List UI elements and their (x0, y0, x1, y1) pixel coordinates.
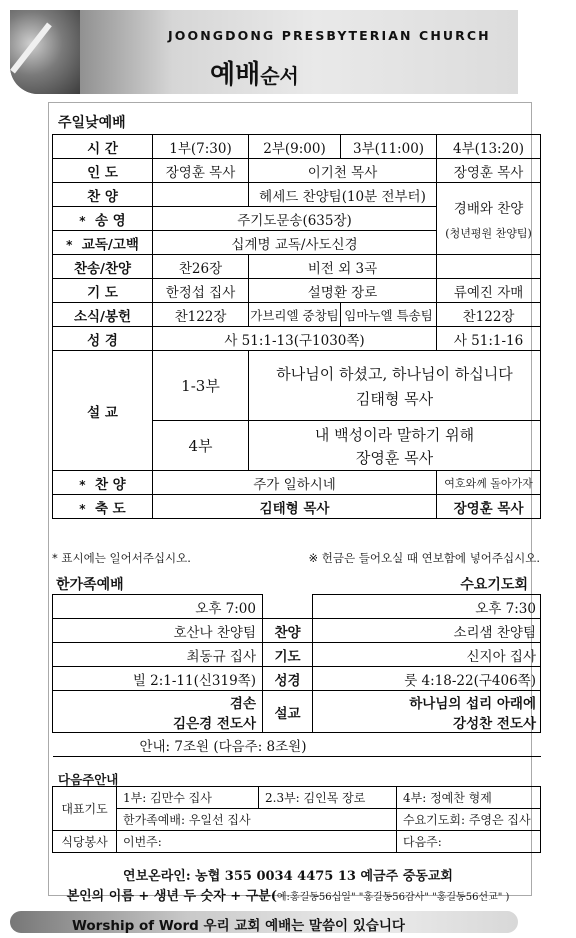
empty-cell (313, 733, 541, 757)
sermon-cell (249, 351, 541, 421)
row-label: 찬 양 (53, 183, 153, 207)
church-name: JOONGDONG PRESBYTERIAN CHURCH (168, 28, 491, 43)
scripture-cell: 사 51:1-13(구1030쪽) (153, 327, 437, 351)
scripture-cell: 사 51:1-16 (437, 327, 541, 351)
hymn2-cell: 주가 일하시네 (153, 471, 437, 495)
meal-this-week: 이번주: (117, 831, 397, 853)
family-sermon-preacher: 김은경 전도사 (173, 715, 256, 732)
family-time: 오후 7:00 (53, 595, 263, 619)
row-label: 성 경 (53, 327, 153, 351)
table-row (53, 733, 541, 757)
special-cell: 임마누엘 특송팀 (341, 303, 437, 327)
table-row (53, 279, 541, 303)
prayer-assign: 1부: 김만수 집사 (117, 787, 259, 809)
standing-mark: * (66, 237, 73, 252)
title-sub: 순서 (260, 64, 299, 88)
table-row (53, 159, 541, 183)
sunday-section-title: 주일낮예배 (58, 115, 126, 131)
table-row (53, 495, 541, 519)
meal-next-week: 다음주: (397, 831, 541, 853)
hymn-cell: 비전 외 3곡 (249, 255, 437, 279)
sunday-order-table (52, 134, 541, 519)
praise4-line2: (청년평원 찬양팀) (445, 226, 532, 240)
time-cell: 4부(13:20) (437, 135, 541, 159)
next-week-title: 다음주안내 (58, 772, 119, 787)
name-rule-text: 본인의 이름 + 생년 두 숫자 + 구분( (66, 889, 277, 904)
family-cell: 최동규 집사 (53, 643, 263, 667)
table-row (53, 183, 541, 207)
family-sermon-cell (53, 691, 263, 733)
family-cell: 빌 2:1-11(신319쪽) (53, 667, 263, 691)
notes (52, 550, 540, 566)
table-row (53, 809, 541, 831)
table-row (53, 691, 541, 733)
next-week-table (52, 786, 541, 853)
standing-mark: * (79, 477, 86, 492)
row-label: 찬양 (263, 619, 313, 643)
wednesday-section-title: 수요기도회 (460, 577, 528, 593)
wednesday-time: 오후 7:30 (313, 595, 541, 619)
leader-cell: 이기천 목사 (249, 159, 437, 183)
usher-guide: 안내: 7조원 (다음주: 8조원) (53, 733, 313, 757)
wednesday-cell: 신지아 집사 (313, 643, 541, 667)
wednesday-sermon-title: 하나님의 섭리 아래에 (409, 695, 536, 712)
sermon-cell (249, 421, 541, 471)
prayer-assign: 수요기도회: 주영은 집사 (397, 809, 541, 831)
row-label-text: 축 도 (94, 500, 126, 517)
table-row (53, 831, 541, 853)
table-row (53, 595, 541, 619)
row-label: 성경 (263, 667, 313, 691)
row-label: 설교 (263, 691, 313, 733)
praise-cell: 헤세드 찬양팀(10분 전부터) (249, 183, 437, 207)
family-section-title: 한가족예배 (56, 577, 124, 593)
empty-cell (153, 183, 249, 207)
row-label (53, 207, 153, 231)
note-standing: * 표시에는 일어서주십시오. (52, 551, 191, 565)
prayer-cell: 설명환 장로 (249, 279, 437, 303)
sermon-title: 내 백성이라 말하기 위해 (314, 425, 475, 444)
family-wednesday-table (52, 594, 541, 757)
row-label: 기도 (263, 643, 313, 667)
wednesday-cell: 소리샘 찬양팀 (313, 619, 541, 643)
blessing-cell: 장영훈 목사 (437, 495, 541, 519)
table-row (53, 619, 541, 643)
row-label: 식당봉사 (53, 831, 117, 853)
row-label (53, 495, 153, 519)
sermon-title: 하나님이 하셨고, 하나님이 하십니다 (276, 364, 513, 383)
prayer-cell: 한정섭 집사 (153, 279, 249, 303)
header-banner (10, 10, 518, 94)
leader-cell: 장영훈 목사 (437, 159, 541, 183)
sermon-service: 4부 (153, 421, 249, 471)
sermon-service: 1-3부 (153, 351, 249, 421)
table-row (53, 787, 541, 809)
table-row (53, 327, 541, 351)
row-label (53, 471, 153, 495)
time-cell: 2부(9:00) (249, 135, 341, 159)
name-rule-examples: 예:홍길동56십일" "홍길동56감사" "홍길동56선교" ) (276, 892, 510, 903)
offering-info: 연보온라인: 농협 355 0034 4475 13 예금주 중동교회 (123, 869, 453, 884)
table-row (53, 351, 541, 421)
standing-mark: * (79, 213, 86, 228)
row-label: 소식/봉헌 (53, 303, 153, 327)
row-label-text: 송 영 (94, 212, 126, 229)
table-row (53, 643, 541, 667)
family-cell: 호산나 찬양팀 (53, 619, 263, 643)
table-row (53, 667, 541, 691)
time-cell: 3부(11:00) (341, 135, 437, 159)
praise4-line1: 경배와 찬양 (453, 200, 524, 217)
row-label-text: 교독/고백 (81, 236, 139, 253)
row-label: 시 간 (53, 135, 153, 159)
praise4-cell (437, 183, 541, 255)
title-main: 예배 (210, 60, 261, 90)
table-row (53, 471, 541, 495)
hymn2-cell: 여호와께 돌아가자 (437, 471, 541, 495)
wednesday-sermon-cell (313, 691, 541, 733)
sermon-preacher: 장영훈 목사 (355, 448, 434, 467)
standing-mark: * (79, 501, 86, 516)
leader-cell: 장영훈 목사 (153, 159, 249, 183)
slogan-bar (10, 911, 518, 933)
special-cell: 찬122장 (153, 303, 249, 327)
worship-call-cell: 주기도문송(635장) (153, 207, 437, 231)
offering-name-rule (0, 885, 576, 904)
row-label-text: 찬 양 (94, 476, 126, 493)
time-cell: 1부(7:30) (153, 135, 249, 159)
table-row (53, 255, 541, 279)
special-cell: 가브리엘 중창팀 (249, 303, 341, 327)
page-title (210, 54, 299, 91)
hymn-cell: 찬26장 (153, 255, 249, 279)
wednesday-sermon-preacher: 강성찬 전도사 (453, 715, 536, 732)
table-row (53, 135, 541, 159)
row-label: 인 도 (53, 159, 153, 183)
slogan-text: Worship of Word 우리 교회 예배는 말씀이 있습니다 (72, 918, 405, 934)
special-cell: 찬122장 (437, 303, 541, 327)
prayer-cell: 류예진 자매 (437, 279, 541, 303)
prayer-assign: 4부: 정예찬 형제 (397, 787, 541, 809)
confession-cell: 십계명 교독/사도신경 (153, 231, 437, 255)
sermon-preacher: 김태형 목사 (355, 389, 434, 408)
row-label: 설 교 (53, 351, 153, 471)
row-label (53, 231, 153, 255)
blessing-cell: 김태형 목사 (153, 495, 437, 519)
row-label: 대표기도 (53, 787, 117, 831)
prayer-assign: 2.3부: 김인목 장로 (259, 787, 397, 809)
note-offering: ※ 헌금은 들어오실 때 연보함에 넣어주십시오. (308, 551, 540, 565)
row-label: 기 도 (53, 279, 153, 303)
bible-pen-image (10, 10, 80, 94)
row-label: 찬송/찬양 (53, 255, 153, 279)
table-row (53, 303, 541, 327)
prayer-assign: 한가족예배: 우일선 집사 (117, 809, 397, 831)
empty-cell (263, 595, 313, 619)
wednesday-cell: 룻 4:18-22(구406쪽) (313, 667, 541, 691)
family-sermon-title: 겸손 (229, 695, 256, 712)
empty-cell (437, 255, 541, 279)
